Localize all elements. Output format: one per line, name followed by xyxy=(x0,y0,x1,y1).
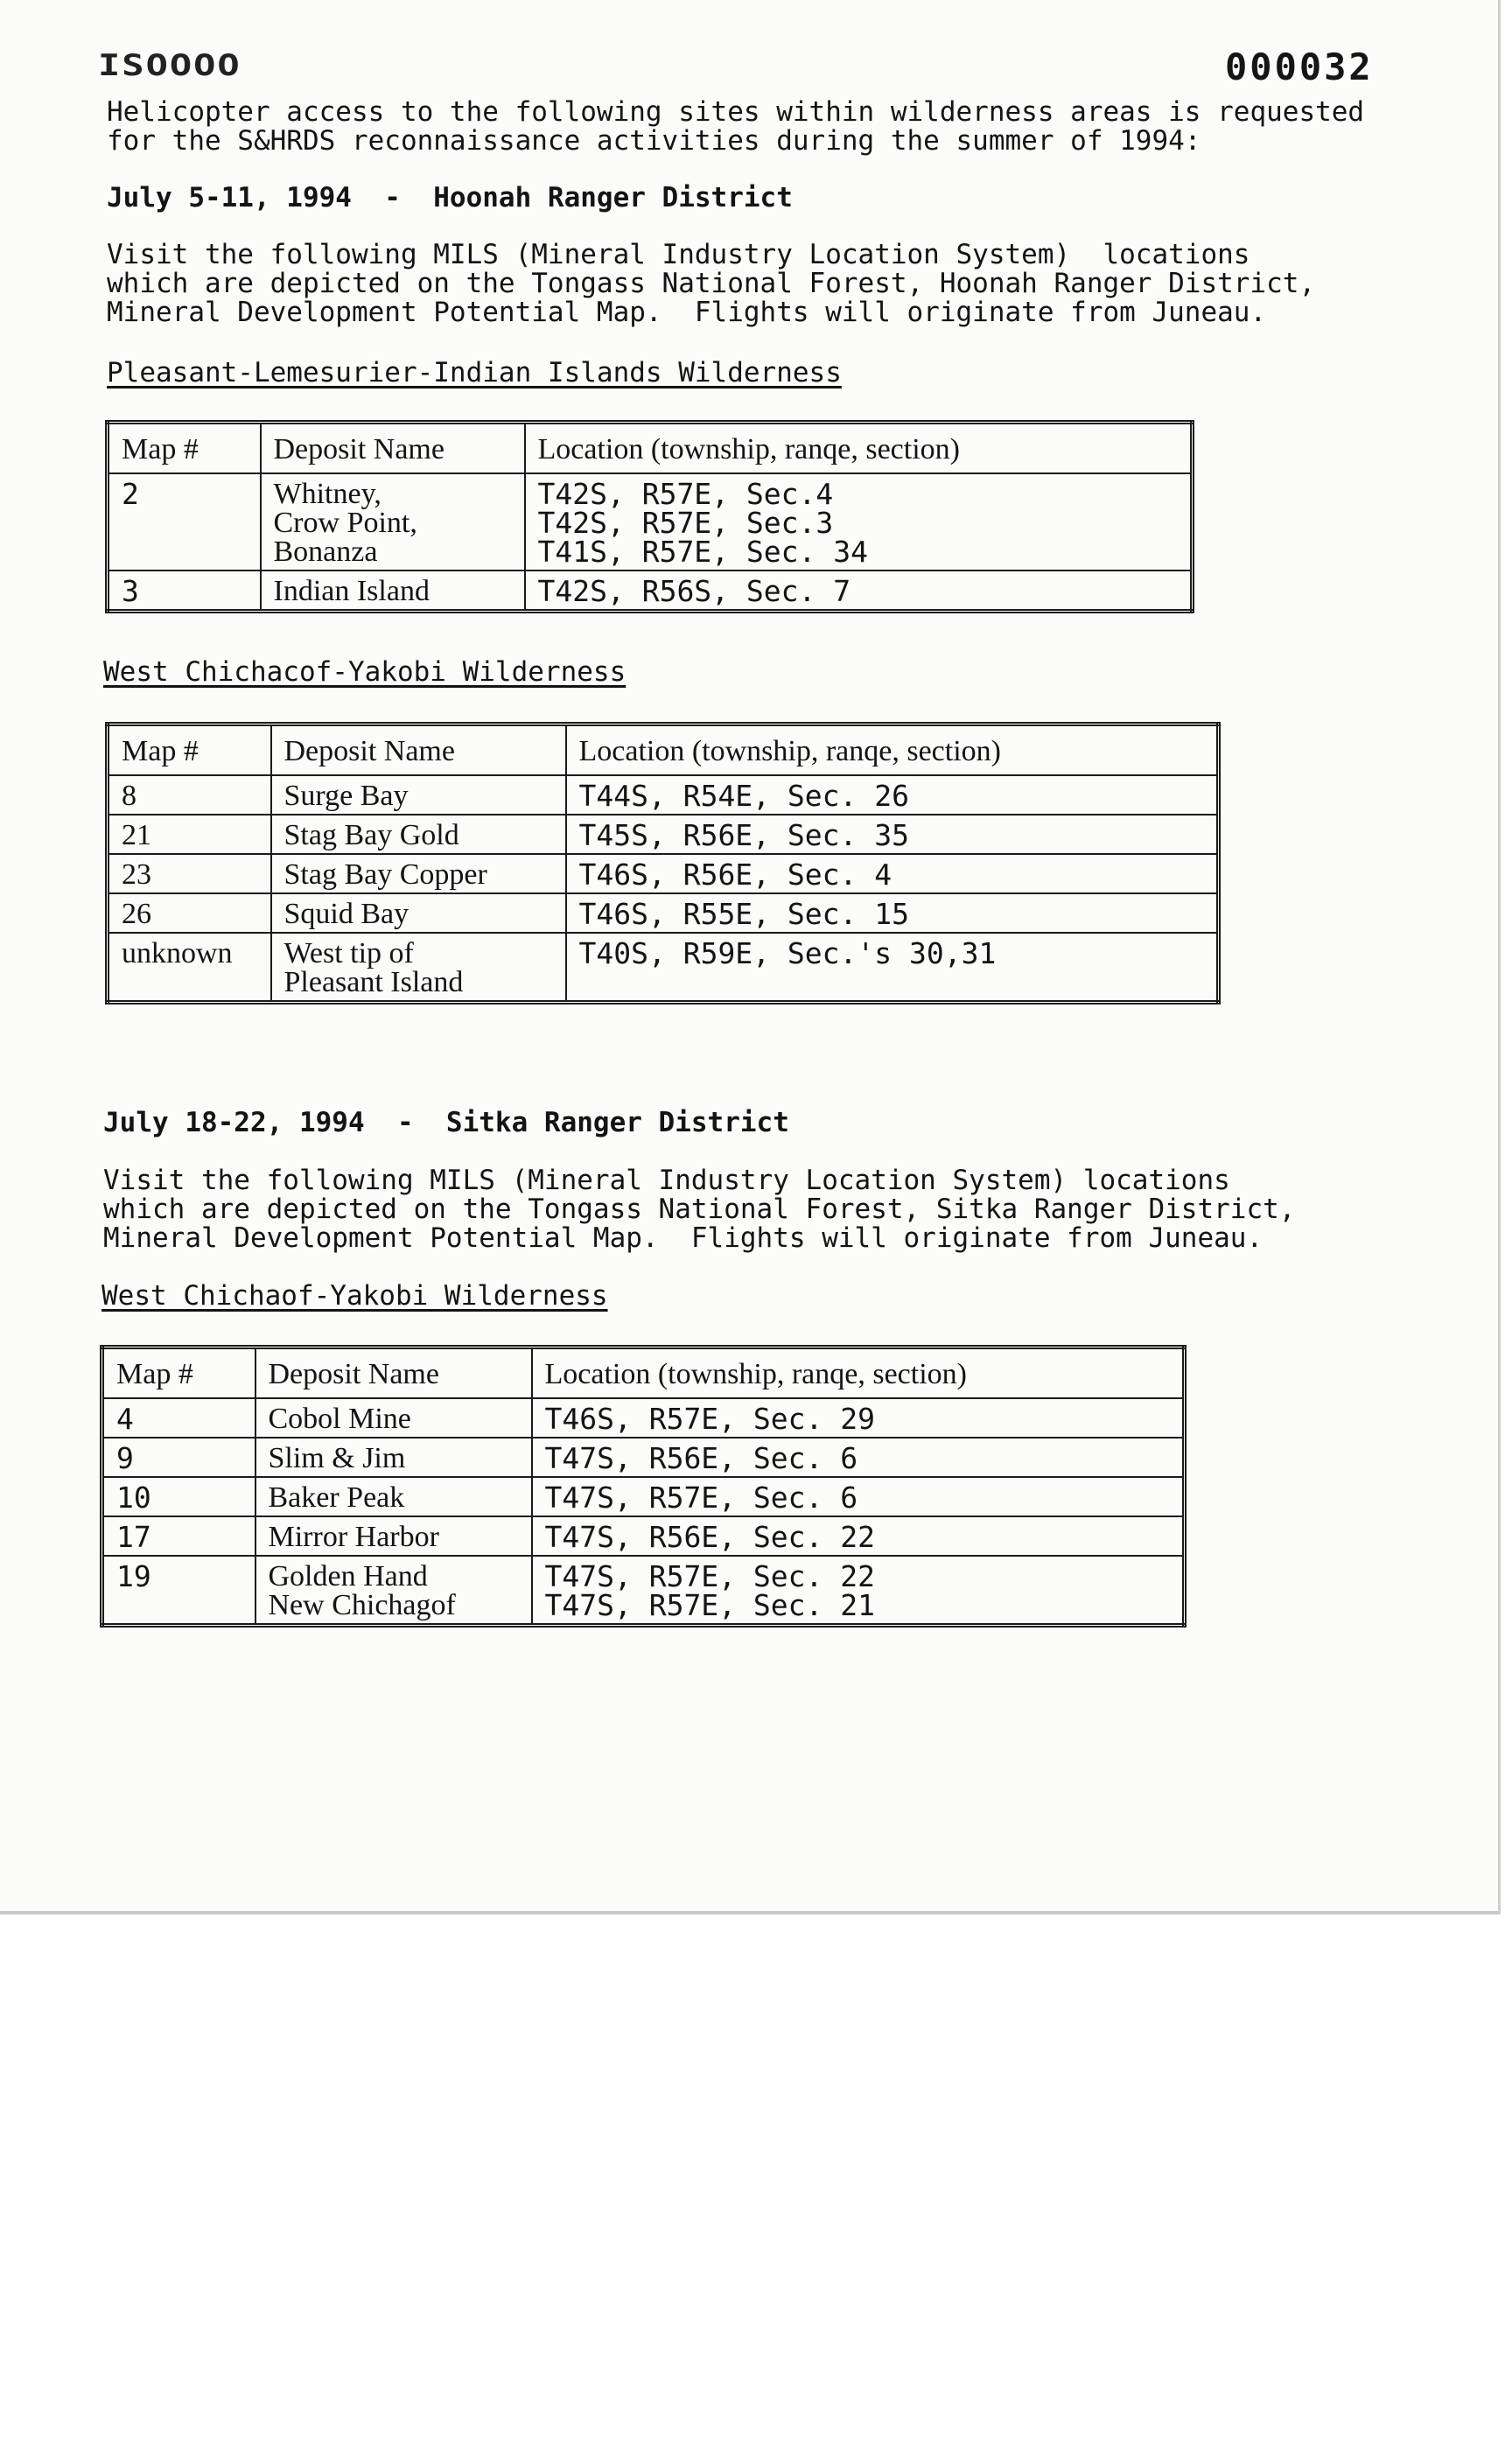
table-header-row xyxy=(102,1348,1185,1399)
section-description-line: Visit the following MILS (Mineral Industry Location System) locations xyxy=(103,1165,1230,1196)
map-number-cell: 23 xyxy=(108,854,271,893)
table-row xyxy=(108,933,1219,1003)
column-header-deposit: Deposit Name xyxy=(256,1348,532,1399)
location-cell: T46S, R55E, Sec. 15 xyxy=(566,893,1219,933)
column-header-map: Map # xyxy=(102,1348,256,1399)
location-cell: T40S, R59E, Sec.'s 30,31 xyxy=(566,933,1219,1003)
table-row xyxy=(108,473,1193,570)
section-description-line: Mineral Development Potential Map. Flights will originate from Juneau. xyxy=(103,1222,1264,1254)
table-row xyxy=(102,1516,1185,1556)
column-header-location: Location (township, ranqe, section) xyxy=(525,423,1193,474)
sites-table-west-chichacof xyxy=(105,722,1221,1004)
location-cell: T47S, R57E, Sec. 6 xyxy=(532,1477,1185,1516)
map-number-cell: 21 xyxy=(108,815,271,854)
map-number-cell: 19 xyxy=(102,1556,256,1626)
table-row xyxy=(108,815,1219,854)
location-cell: T42S, R56S, Sec. 7 xyxy=(525,570,1193,612)
column-header-map: Map # xyxy=(108,724,271,776)
intro-line-1: Helicopter access to the following sites within wilderness areas is requested xyxy=(107,96,1365,128)
table-row xyxy=(108,775,1219,815)
page-number-stamp: 000032 xyxy=(1225,46,1374,88)
deposit-name-cell: Whitney, Crow Point, Bonanza xyxy=(261,473,525,570)
location-cell: T45S, R56E, Sec. 35 xyxy=(566,815,1219,854)
location-cell: T42S, R57E, Sec.4 T42S, R57E, Sec.3 T41S, R57E, Sec. 34 xyxy=(525,473,1193,570)
wilderness-title-pleasant-lemesurier: Pleasant-Lemesurier-Indian Islands Wilderness xyxy=(107,357,842,388)
table-header-row xyxy=(108,724,1219,776)
map-number-cell: 9 xyxy=(102,1438,256,1477)
deposit-name-cell: West tip of Pleasant Island xyxy=(271,933,566,1003)
intro-line-2: for the S&HRDS reconnaissance activities during the summer of 1994: xyxy=(107,125,1201,157)
deposit-name-cell: Baker Peak xyxy=(256,1477,532,1516)
section-description-line: which are depicted on the Tongass National Forest, Sitka Ranger District, xyxy=(103,1194,1296,1225)
deposit-name-cell: Indian Island xyxy=(261,570,525,612)
deposit-name-cell: Stag Bay Copper xyxy=(271,854,566,893)
map-number-cell: 4 xyxy=(102,1398,256,1438)
column-header-location: Location (township, ranqe, section) xyxy=(532,1348,1185,1399)
map-number-cell: 17 xyxy=(102,1516,256,1556)
table-row xyxy=(108,854,1219,893)
wilderness-title-west-chichaof: West Chichaof-Yakobi Wilderness xyxy=(102,1280,608,1312)
column-header-deposit: Deposit Name xyxy=(271,724,566,776)
column-header-deposit: Deposit Name xyxy=(261,423,525,474)
map-number-cell: unknown xyxy=(108,933,271,1003)
map-number-cell: 26 xyxy=(108,893,271,933)
column-header-location: Location (township, ranqe, section) xyxy=(566,724,1219,776)
section-heading-hoonah: July 5-11, 1994 - Hoonah Ranger District xyxy=(107,182,793,214)
table-row xyxy=(108,570,1193,612)
map-number-cell: 10 xyxy=(102,1477,256,1516)
location-cell: T44S, R54E, Sec. 26 xyxy=(566,775,1219,815)
table-row xyxy=(108,893,1219,933)
table-row xyxy=(102,1438,1185,1477)
wilderness-title-west-chichacof: West Chichacof-Yakobi Wilderness xyxy=(103,656,626,688)
table-header-row xyxy=(108,423,1193,474)
table-row xyxy=(102,1477,1185,1516)
location-cell: T47S, R56E, Sec. 6 xyxy=(532,1438,1185,1477)
location-cell: T46S, R56E, Sec. 4 xyxy=(566,854,1219,893)
section-description-line: Visit the following MILS (Mineral Industry Location System) locations xyxy=(107,239,1250,270)
location-cell: T47S, R56E, Sec. 22 xyxy=(532,1516,1185,1556)
sites-table-west-chichaof xyxy=(100,1345,1186,1628)
deposit-name-cell: Stag Bay Gold xyxy=(271,815,566,854)
deposit-name-cell: Golden Hand New Chichagof xyxy=(256,1556,532,1626)
location-cell: T47S, R57E, Sec. 22 T47S, R57E, Sec. 21 xyxy=(532,1556,1185,1626)
map-number-cell: 2 xyxy=(108,473,261,570)
deposit-name-cell: Squid Bay xyxy=(271,893,566,933)
deposit-name-cell: Slim & Jim xyxy=(256,1438,532,1477)
deposit-name-cell: Cobol Mine xyxy=(256,1398,532,1438)
sites-table-pleasant-lemesurier xyxy=(105,420,1194,613)
page-stamp-left: ISOOOO xyxy=(98,47,242,83)
column-header-map: Map # xyxy=(108,423,261,474)
table-row xyxy=(102,1398,1185,1438)
section-description-line: which are depicted on the Tongass National Forest, Hoonah Ranger District, xyxy=(107,268,1316,299)
deposit-name-cell: Surge Bay xyxy=(271,775,566,815)
table-row xyxy=(102,1556,1185,1626)
section-description-line: Mineral Development Potential Map. Flights will originate from Juneau. xyxy=(107,297,1267,328)
map-number-cell: 8 xyxy=(108,775,271,815)
location-cell: T46S, R57E, Sec. 29 xyxy=(532,1398,1185,1438)
section-heading-sitka: July 18-22, 1994 - Sitka Ranger District xyxy=(103,1107,789,1138)
deposit-name-cell: Mirror Harbor xyxy=(256,1516,532,1556)
map-number-cell: 3 xyxy=(108,570,261,612)
